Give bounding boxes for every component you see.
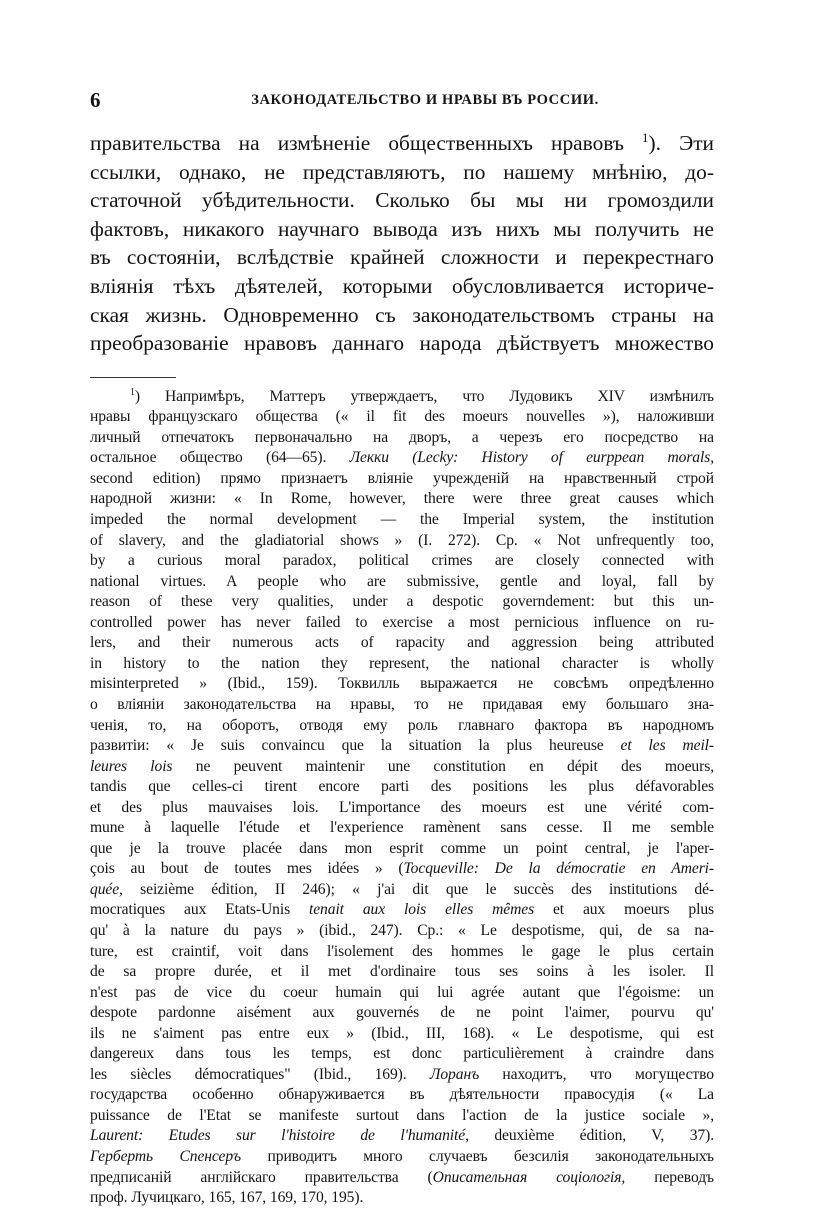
text-line xyxy=(90,186,714,215)
footnote-line xyxy=(90,551,714,572)
footnote-line xyxy=(90,716,714,737)
text-line xyxy=(90,301,714,330)
footnote-line xyxy=(90,633,714,654)
footnote-text: seizième édition, II 246); « j'ai dit que le succès des institutions dé- xyxy=(122,880,714,898)
footnote-text: приводитъ много случаевъ безсилія законодательныхъ xyxy=(241,1147,714,1165)
text-line xyxy=(90,243,714,272)
footnote-text: puissance de l'Etat se manifeste surtout dans l'action de la justice sociale », xyxy=(90,1106,714,1124)
footnote-line xyxy=(90,839,714,860)
footnote-italic-text: Описательная соціологія, xyxy=(432,1168,626,1186)
footnote-line xyxy=(90,1106,714,1127)
footnote-line xyxy=(90,798,714,819)
text-line-content: преобразованіе нравовъ даннаго народа дѣйствуетъ множество xyxy=(90,331,714,356)
footnote-text: ne peuvent maintenir une constitution en dépit des moeurs, xyxy=(172,757,714,775)
footnote-line xyxy=(90,448,714,469)
main-text xyxy=(90,129,714,358)
footnote-line xyxy=(90,428,714,449)
footnote-line xyxy=(90,818,714,839)
text-line-content: вліянія тѣхъ дѣятелей, которыми обусловливается историче- xyxy=(90,273,714,298)
footnote-text: о вліяніи законодательства на нравы, то не придавая ему большаго зна- xyxy=(90,695,714,713)
footnote-text: tandis que celles-ci tirent encore parti des positions les plus défavorables xyxy=(90,778,714,796)
footnote-italic-text: quée, xyxy=(90,880,123,898)
text-line xyxy=(90,329,714,358)
footnote-text: national virtues. A people who are submissive, gentle and loyal, fall by xyxy=(90,572,714,590)
text-line-content: статочной убѣдительности. Сколько бы мы ни громоздили xyxy=(90,188,714,213)
footnote-line xyxy=(90,1003,714,1024)
footnote-text: misinterpreted » (Ibid., 159). Токвилль выражается не совсѣмъ опредѣленно xyxy=(90,675,714,693)
footnote-italic-text: Герберть Спенсеръ xyxy=(90,1147,242,1165)
footnote-text: despote pardonne aisément aux gouvernés de ne point l'aimer, pourvu qu' xyxy=(90,1004,714,1022)
footnote-text: lers, and their numerous acts of rapacity and aggression being attributed xyxy=(90,634,714,652)
footnote-text: нравы французскаго общества (« il fit des moeurs nouvelles »), наложивши xyxy=(90,408,714,426)
footnote-line xyxy=(90,1147,714,1168)
footnote-text: государства особенно обнаруживается въ дѣятельности правосудія (« La xyxy=(90,1086,714,1104)
page-header xyxy=(90,80,714,120)
footnote-line xyxy=(90,510,714,531)
footnote-italic-text: Laurent: Etudes sur l'histoire de l'humanité, xyxy=(90,1127,469,1145)
footnote-text: çois au bout de toutes mes idées » ( xyxy=(90,860,404,878)
footnote-text: second edition) прямо признаетъ вліяніе учрежденій на нравственный строй xyxy=(90,469,714,487)
footnote-text: de sa propre durée, et il met d'ordinaire tous ses soins à les isoler. Il xyxy=(90,963,714,981)
text-line-content: ссылки, однако, не представляютъ, по нашему мнѣнію, до- xyxy=(90,159,714,184)
footnote-line xyxy=(90,880,714,901)
text-line xyxy=(90,129,714,158)
footnote-text: in history to the nation they represent, the national character is wholly xyxy=(90,654,714,672)
footnote-text: qu' à la nature du pays » (ibid., 247). Cp.: « Le despotisme, qui, de sa na- xyxy=(90,921,714,939)
footnote-line xyxy=(90,387,714,408)
footnote-italic-text: et les meil- xyxy=(620,737,715,755)
footnote-line xyxy=(90,859,714,880)
text-line-content: въ состояніи, вслѣдствіе крайней сложности и перекрестнаго xyxy=(90,245,714,270)
footnote-line xyxy=(90,736,714,757)
text-line xyxy=(90,272,714,301)
footnote-text: mocratiques aux Etats-Unis xyxy=(90,901,309,919)
footnote-text: ils ne s'aiment pas entre eux » (Ibid., III, 168). « Le despotisme, qui est xyxy=(90,1024,714,1042)
footnote-italic-text: tenait aux lois elles mêmes xyxy=(309,901,535,919)
book-page xyxy=(90,80,714,1209)
footnote-line xyxy=(90,900,714,921)
footnote-text: of slavery, and the gladiatorial shows » (I. 272). Cp. « Not unfrequently too, xyxy=(90,531,714,549)
footnote-line xyxy=(90,757,714,778)
text-line-content: правительства на измѣненіе общественныхъ нравовъ xyxy=(90,131,643,155)
text-line xyxy=(90,158,714,187)
footnote-text: reason of these very qualities, under a despotic governdement: but this un- xyxy=(90,593,714,611)
footnote-line xyxy=(90,1065,714,1086)
footnote-text: ) Напримѣръ, Маттеръ утверждаетъ, что Лудовикъ XIV измѣнилъ xyxy=(134,387,714,405)
footnote-line xyxy=(90,1044,714,1065)
footnote-line xyxy=(90,1024,714,1045)
footnote-line xyxy=(90,407,714,428)
footnote-line xyxy=(90,942,714,963)
footnote-line xyxy=(90,674,714,695)
footnote-italic-text: Tocqueville: De la démocratie en Ameri- xyxy=(403,860,714,878)
footnote-line xyxy=(90,1085,714,1106)
footnote-italic-text: leures lois xyxy=(90,757,173,775)
footnote-text: остальное общество (64—65). xyxy=(90,449,350,467)
footnote-line xyxy=(90,531,714,552)
footnote-line xyxy=(90,1188,714,1209)
footnote-marker: 1 xyxy=(130,386,135,398)
footnote-text: развитіи: « Je suis convaincu que la situation la plus heureuse xyxy=(90,737,621,755)
footnote-reference: 1 xyxy=(642,130,649,145)
page-number: 6 xyxy=(90,88,101,112)
footnote-line xyxy=(90,983,714,1004)
footnote-text: проф. Лучицкаго, 165, 167, 169, 170, 195). xyxy=(90,1189,364,1207)
footnote-line xyxy=(90,695,714,716)
footnote xyxy=(90,387,714,1209)
footnote-text: предписаній англійскаго правительства ( xyxy=(90,1168,433,1186)
footnote-line xyxy=(90,777,714,798)
text-line-content: ская жизнь. Одновременно съ законодательствомъ страны на xyxy=(90,302,714,327)
footnote-line xyxy=(90,469,714,490)
running-title: ЗАКОНОДАТЕЛЬСТВО И НРАВЫ ВЪ РОССИИ. xyxy=(251,92,599,108)
footnote-text: народной жизни: « In Rome, however, there were three great causes which xyxy=(90,490,714,508)
footnote-italic-text: Лекки (Lecky: History of eurppean morals, xyxy=(349,449,714,467)
footnote-text: impeded the normal development — the Imperial system, the institution xyxy=(90,511,714,529)
footnote-text: controlled power has never failed to exercise a most pernicious influence on ru- xyxy=(90,613,714,631)
footnote-text: et des plus mauvaises lois. L'importance des moeurs est une vérité com- xyxy=(90,798,714,816)
footnote-line xyxy=(90,613,714,634)
footnote-text: mune à laquelle l'étude et l'experience ramènent sans cesse. Il me semble xyxy=(90,819,714,837)
footnote-line xyxy=(90,572,714,593)
text-line-content: фактовъ, никакого научнаго вывода изъ нихъ мы получить не xyxy=(90,216,714,241)
footnote-text: переводъ xyxy=(625,1168,714,1186)
text-line-tail: ). Эти xyxy=(648,131,714,155)
footnote-text: by a curious moral paradox, political crimes are closely connected with xyxy=(90,552,714,570)
footnote-line xyxy=(90,1168,714,1189)
footnote-text: находитъ, что могущество xyxy=(479,1065,714,1083)
footnote-text: dangereux dans tous les temps, est donc particulièrement à craindre dans xyxy=(90,1045,714,1063)
footnote-text: личный отпечатокъ первоначально на дворъ, а черезъ его посредство на xyxy=(90,428,714,446)
footnote-italic-text: Лоранъ xyxy=(429,1065,480,1083)
footnote-line xyxy=(90,962,714,983)
text-line xyxy=(90,215,714,244)
footnote-text: les siècles démocratiques" (Ibid., 169). xyxy=(90,1065,430,1083)
footnote-text: ченія, то, на оборотъ, отводя ему роль главнаго фактора въ народномъ xyxy=(90,716,714,734)
footnote-text: que je la trouve placée dans mon esprit comme un point central, je l'aper- xyxy=(90,839,714,857)
footnote-line xyxy=(90,921,714,942)
footnote-line xyxy=(90,1126,714,1147)
footnote-text: et aux moeurs plus xyxy=(534,901,714,919)
footnote-divider xyxy=(90,377,176,378)
footnote-line xyxy=(90,654,714,675)
footnote-line xyxy=(90,592,714,613)
footnote-text: ture, est craintif, voit dans l'isolement des hommes le gage le plus certain xyxy=(90,942,714,960)
footnote-text: deuxième édition, V, 37). xyxy=(468,1127,714,1145)
footnote-text: n'est pas de vice du coeur humain qui lui agrée autant que l'égoisme: un xyxy=(90,983,714,1001)
footnote-line xyxy=(90,489,714,510)
